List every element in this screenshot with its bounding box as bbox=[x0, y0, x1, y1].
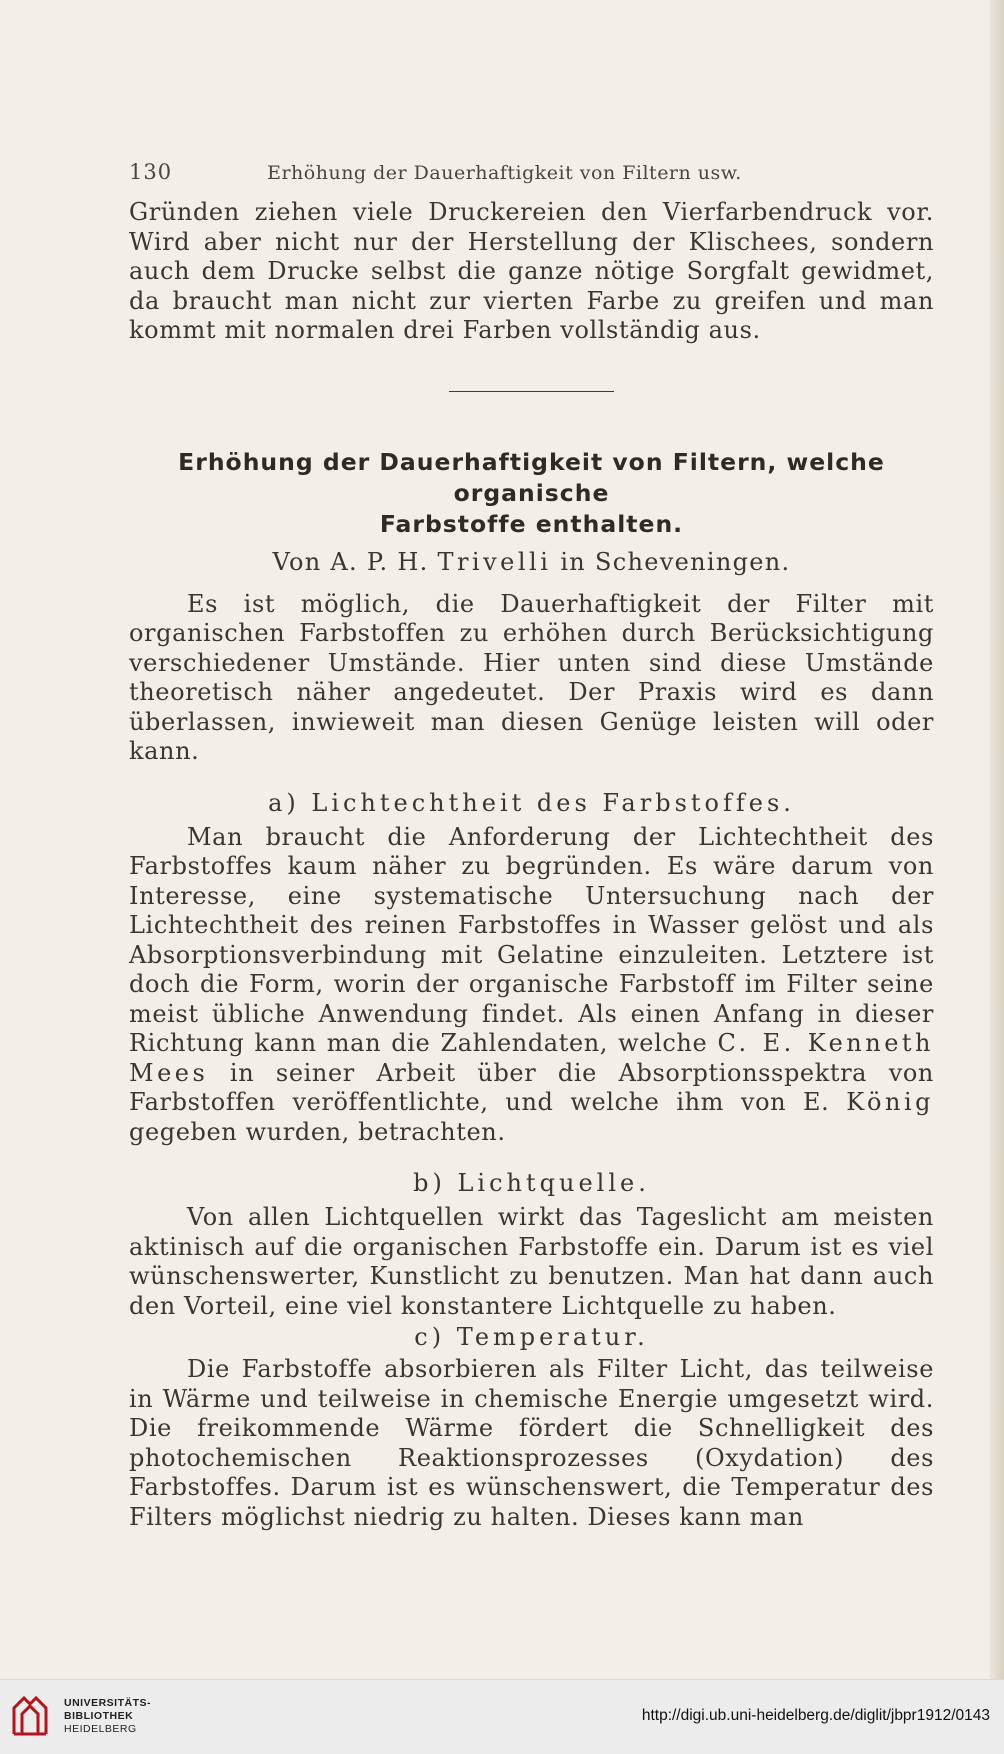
article-title-line-1: Erhöhung der Dauerhaftigkeit von Filtern, welche organische bbox=[178, 447, 885, 507]
section-divider bbox=[449, 391, 614, 392]
page-content bbox=[129, 160, 934, 1532]
byline-suffix: in Scheveningen. bbox=[551, 547, 791, 576]
library-logo[interactable] bbox=[10, 1694, 151, 1738]
section-b-text: Von allen Lichtquellen wirkt das Tageslicht am meisten aktinisch auf die organischen Farbstoffe ein. Darum ist es viel wünschenswerter, Kunstlicht zu benutzen. Man hat dann auch den Vorteil, eine viel konstantere Lichtquelle zu haben. bbox=[129, 1203, 934, 1320]
section-c-text: Die Farbstoffe absorbieren als Filter Licht, das teilweise in Wärme und teilweise in chemische Energie umgesetzt wird. Die freikommende Wärme fördert die Schnelligkeit des photochemischen Reaktionsprozesses (Oxydation) des Farbstoffes. Darum ist es wünschenswert, die Temperatur des Filters möglichst niedrig zu halten. Dieses kann man bbox=[129, 1355, 934, 1531]
article-intro: Es ist möglich, die Dauerhaftigkeit der Filter mit organischen Farbstoffen zu erhöhen durch Berücksichtigung verschiedener Umstände. Hier unten sind diese Umstände theoretisch näher angedeutet. Der Praxis wird es dann überlassen, inwieweit man diesen Genüge leisten will oder kann. bbox=[129, 589, 934, 765]
section-c-heading: c) Temperatur. bbox=[414, 1323, 649, 1351]
author-name-koenig: König bbox=[846, 1088, 934, 1116]
running-header bbox=[129, 160, 934, 184]
section-a-text bbox=[129, 823, 934, 1148]
page-edge bbox=[990, 0, 1004, 1680]
library-name bbox=[64, 1697, 151, 1736]
library-name-line-3: HEIDELBERG bbox=[64, 1722, 137, 1735]
byline-prefix: Von A. P. H. bbox=[272, 547, 438, 576]
running-title: Erhöhung der Dauerhaftigkeit von Filtern usw. bbox=[267, 162, 742, 184]
article-title-line-2: Farbstoffe enthalten. bbox=[379, 509, 684, 538]
library-name-line-1: UNIVERSITÄTS- bbox=[64, 1696, 152, 1709]
author-name-mees: C. E. Kenneth Mees bbox=[129, 1029, 935, 1087]
section-a-text-2: in seiner Arbeit über die Absorptionsspektra von Farbstoffen veröffentlichte, und welche ihm von E. bbox=[129, 1058, 934, 1116]
article-title bbox=[129, 447, 934, 540]
section-a-heading: a) Lichtechtheit des Farbstoffes. bbox=[268, 788, 795, 817]
section-a-text-1: Man braucht die Anforderung der Lichtechtheit des Farbstoffes kaum näher zu begründen. Es wäre darum von Interesse, eine systematische Untersuchung nach der Lichtechtheit des reinen Farbstoffes in Wasser gelöst und als Absorptionsverbindung mit Gelatine einzuleiten. Letztere ist doch die Form, worin der organische Farbstoff im Filter seine meist übliche Anwendung findet. Als einen Anfang in dieser Richtung kann man die Zahlendaten, welche bbox=[129, 822, 934, 1057]
byline-author: Trivelli bbox=[437, 547, 552, 576]
intro-paragraph: Gründen ziehen viele Druckereien den Vierfarbendruck vor. Wird aber nicht nur der Herstellung der Klischees, sondern auch dem Drucke selbst die ganze nötige Sorgfalt gewidmet, da braucht man nicht zur vierten Farbe zu greifen und man kommt mit normalen drei Farben vollständig aus. bbox=[129, 198, 934, 344]
library-footer bbox=[0, 1679, 1004, 1754]
byline bbox=[129, 548, 934, 576]
permalink-url[interactable]: http://digi.ub.uni-heidelberg.de/diglit/jbpr1912/0143 bbox=[641, 1707, 990, 1724]
library-seal-icon bbox=[10, 1694, 50, 1738]
page-number: 130 bbox=[129, 160, 173, 184]
library-name-line-2: BIBLIOTHEK bbox=[64, 1709, 134, 1722]
section-a-text-3: gegeben wurden, betrachten. bbox=[129, 1117, 506, 1146]
section-b-heading: b) Lichtquelle. bbox=[413, 1169, 650, 1197]
